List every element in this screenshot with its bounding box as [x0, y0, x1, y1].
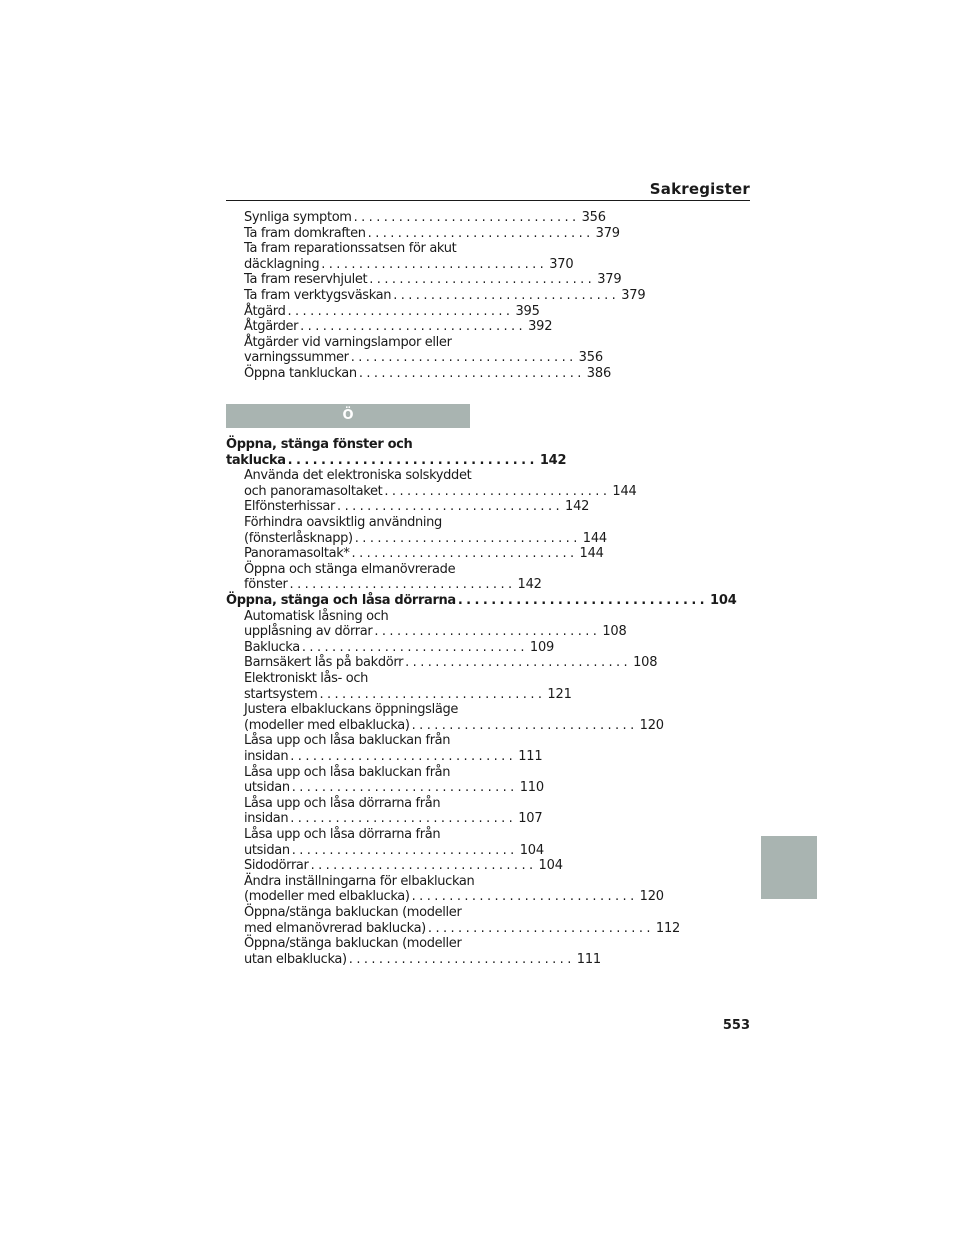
- page-ref: 142: [565, 499, 590, 515]
- page-ref: 386: [586, 366, 612, 381]
- index-entry: Baklucka .............................. 109: [244, 639, 555, 655]
- page-ref: 144: [612, 483, 637, 499]
- index-entry: fönster .............................. 142: [244, 577, 542, 593]
- index-entry: Öppna/stänga bakluckan (modeller: [244, 905, 462, 920]
- index-entry: och panoramasoltaket .............................. 144: [244, 483, 637, 499]
- index-entry: Låsa upp och låsa dörrarna från: [244, 827, 441, 842]
- page-ref: 108: [633, 655, 658, 671]
- page-ref: 108: [602, 624, 627, 640]
- page-ref: 120: [639, 889, 664, 905]
- page-ref: 379: [597, 272, 622, 288]
- page-ref: 104: [710, 593, 737, 608]
- page-ref: 144: [582, 530, 607, 546]
- page-ref: 395: [515, 303, 540, 319]
- index-entry: Använda det elektroniska solskyddet: [244, 468, 472, 484]
- page-ref: 142: [539, 452, 567, 468]
- index-entry: Sidodörrar .............................. 104: [244, 858, 563, 874]
- page-ref: 104: [538, 858, 563, 874]
- page-ref: 356: [581, 210, 606, 225]
- index-entry: Åtgärd .............................. 395: [244, 303, 540, 319]
- index-entry: utsidan .............................. 104: [244, 842, 544, 858]
- page-ref: 111: [576, 951, 601, 967]
- index-entry: med elmanövrerad baklucka) .............................. 112: [244, 920, 681, 936]
- index-entry: Ändra inställningarna för elbakluckan: [244, 873, 475, 889]
- page-ref: 121: [547, 686, 572, 702]
- page-ref: 109: [529, 639, 555, 655]
- page-ref: 356: [578, 350, 603, 366]
- index-entry: Panoramasoltak* .............................. 144: [244, 546, 604, 562]
- index-entry: Öppna tankluckan .............................. 386: [244, 366, 612, 381]
- page-ref: 392: [528, 319, 553, 335]
- index-entry: Öppna/stänga bakluckan (modeller: [244, 936, 462, 952]
- index-entry: utsidan .............................. 110: [244, 780, 544, 796]
- index-entry: Ta fram reparationssatsen för akut: [244, 241, 457, 257]
- index-entry: varningssummer .............................. 356: [244, 350, 603, 366]
- index-entry: Automatisk låsning och: [244, 608, 389, 624]
- index-entry: Justera elbakluckans öppningsläge: [244, 702, 459, 718]
- index-entry: (fönsterlåsknapp) .............................. 144: [244, 530, 607, 546]
- page-ref: 111: [518, 749, 543, 764]
- index-entry: Ta fram verktygsväskan .............................. 379: [244, 288, 646, 303]
- index-entry: Synliga symptom .............................. 356: [244, 210, 606, 225]
- thumb-index-tab: [761, 836, 817, 899]
- index-entry: Låsa upp och låsa bakluckan från: [244, 733, 451, 749]
- index-entry: insidan .............................. 107: [244, 811, 543, 827]
- section-header-title: Sakregister: [649, 180, 750, 198]
- index-entry: Elektroniskt lås- och: [244, 671, 369, 686]
- page-ref: 120: [639, 717, 664, 733]
- page-ref: 104: [519, 842, 544, 858]
- page-ref: 112: [655, 920, 681, 936]
- header-divider: [226, 200, 750, 201]
- index-entry: Åtgärder .............................. 392: [244, 319, 553, 335]
- index-entry: (modeller med elbaklucka) .............................. 120: [244, 889, 664, 905]
- page-ref: 110: [519, 780, 544, 796]
- index-entry-main: taklucka .............................. 142: [226, 452, 567, 468]
- index-entry-main: Öppna, stänga och låsa dörrarna .............................. 104: [226, 593, 737, 608]
- page-number: 553: [722, 1018, 750, 1033]
- index-entry: utan elbaklucka) .............................. 111: [244, 951, 601, 967]
- index-entry: Låsa upp och låsa bakluckan från: [244, 764, 451, 780]
- page-ref: 379: [621, 288, 646, 303]
- index-entry: Åtgärder vid varningslampor eller: [244, 334, 452, 350]
- index-entry: insidan .............................. 111: [244, 749, 543, 764]
- index-entry: upplåsning av dörrar .............................. 108: [244, 624, 627, 640]
- index-entry: Elfönsterhissar .............................. 142: [244, 499, 590, 515]
- page-ref: 107: [518, 811, 543, 827]
- index-entry: Ta fram reservhjulet .............................. 379: [244, 272, 622, 288]
- index-entry: Ta fram domkraften .............................. 379: [244, 225, 620, 241]
- index-entry: startsystem .............................. 121: [244, 686, 572, 702]
- index-entry: Barnsäkert lås på bakdörr .............................. 108: [244, 655, 658, 671]
- page-ref: 142: [517, 577, 542, 593]
- index-entry: däcklagning .............................. 370: [244, 256, 574, 272]
- index-letter-heading: Ö: [226, 404, 470, 428]
- index-entry-main: Öppna, stänga fönster och: [226, 437, 413, 452]
- index-entry: Förhindra oavsiktlig användning: [244, 515, 442, 530]
- page-ref: 379: [595, 225, 620, 241]
- index-entry: (modeller med elbaklucka) .............................. 120: [244, 717, 664, 733]
- page-ref: 144: [579, 546, 604, 562]
- index-entry: Öppna och stänga elmanövrerade: [244, 561, 456, 577]
- index-entry: Låsa upp och låsa dörrarna från: [244, 795, 441, 811]
- page-ref: 370: [549, 256, 574, 272]
